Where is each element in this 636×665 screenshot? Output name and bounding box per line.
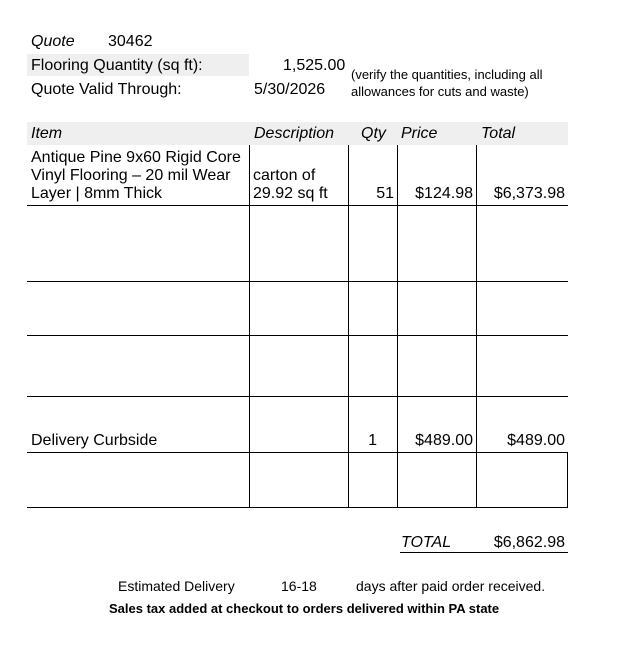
grid-line: [567, 452, 568, 508]
verify-note-line2: allowances for cuts and waste): [351, 84, 529, 99]
grid-line: [27, 396, 568, 397]
quote-label: Quote: [31, 33, 75, 50]
flooring-qty-label: Flooring Quantity (sq ft):: [31, 57, 203, 74]
delivery-qty: 1: [368, 432, 377, 449]
row1-item-line1: Antique Pine 9x60 Rigid Core: [31, 149, 241, 166]
grid-line: [348, 145, 349, 508]
estimated-delivery-note: days after paid order received.: [356, 578, 546, 594]
total-value: $6,862.98: [493, 534, 565, 551]
estimated-delivery-days: 16-18: [281, 578, 317, 594]
total-underline: [400, 552, 568, 553]
grid-line: [476, 145, 477, 508]
flooring-qty-value: 1,525.00: [283, 57, 346, 74]
header-price: Price: [401, 125, 438, 142]
row1-qty: 51: [376, 185, 394, 202]
estimated-delivery-label: Estimated Delivery: [118, 578, 235, 594]
grid-line: [249, 145, 250, 508]
header-description: Description: [254, 125, 335, 142]
verify-note-line1: (verify the quantities, including all: [351, 67, 543, 82]
valid-through-date: 5/30/2026: [254, 81, 326, 98]
quote-number: 30462: [108, 33, 153, 50]
grid-line: [27, 452, 568, 453]
delivery-price: $489.00: [415, 432, 473, 449]
row1-item-line2: Vinyl Flooring – 20 mil Wear: [31, 167, 231, 184]
valid-through-label: Quote Valid Through:: [31, 81, 182, 98]
row1-price: $124.98: [415, 185, 473, 202]
header-qty: Qty: [361, 125, 386, 142]
grid-line: [397, 145, 398, 508]
sales-tax-note: Sales tax added at checkout to orders delivered within PA state: [109, 601, 500, 616]
row1-desc-line1: carton of: [253, 167, 316, 184]
row1-total: $6,373.98: [493, 185, 565, 202]
grid-line: [27, 335, 568, 336]
row1-desc-line2: 29.92 sq ft: [253, 185, 328, 202]
grid-line: [27, 281, 568, 282]
total-label: TOTAL: [401, 534, 452, 551]
row1-item-line3: Layer | 8mm Thick: [31, 185, 163, 202]
header-total: Total: [481, 125, 516, 142]
delivery-total: $489.00: [507, 432, 565, 449]
grid-line: [27, 507, 568, 508]
delivery-item: Delivery Curbside: [31, 432, 158, 449]
grid-line: [27, 205, 568, 206]
header-item: Item: [31, 125, 63, 142]
